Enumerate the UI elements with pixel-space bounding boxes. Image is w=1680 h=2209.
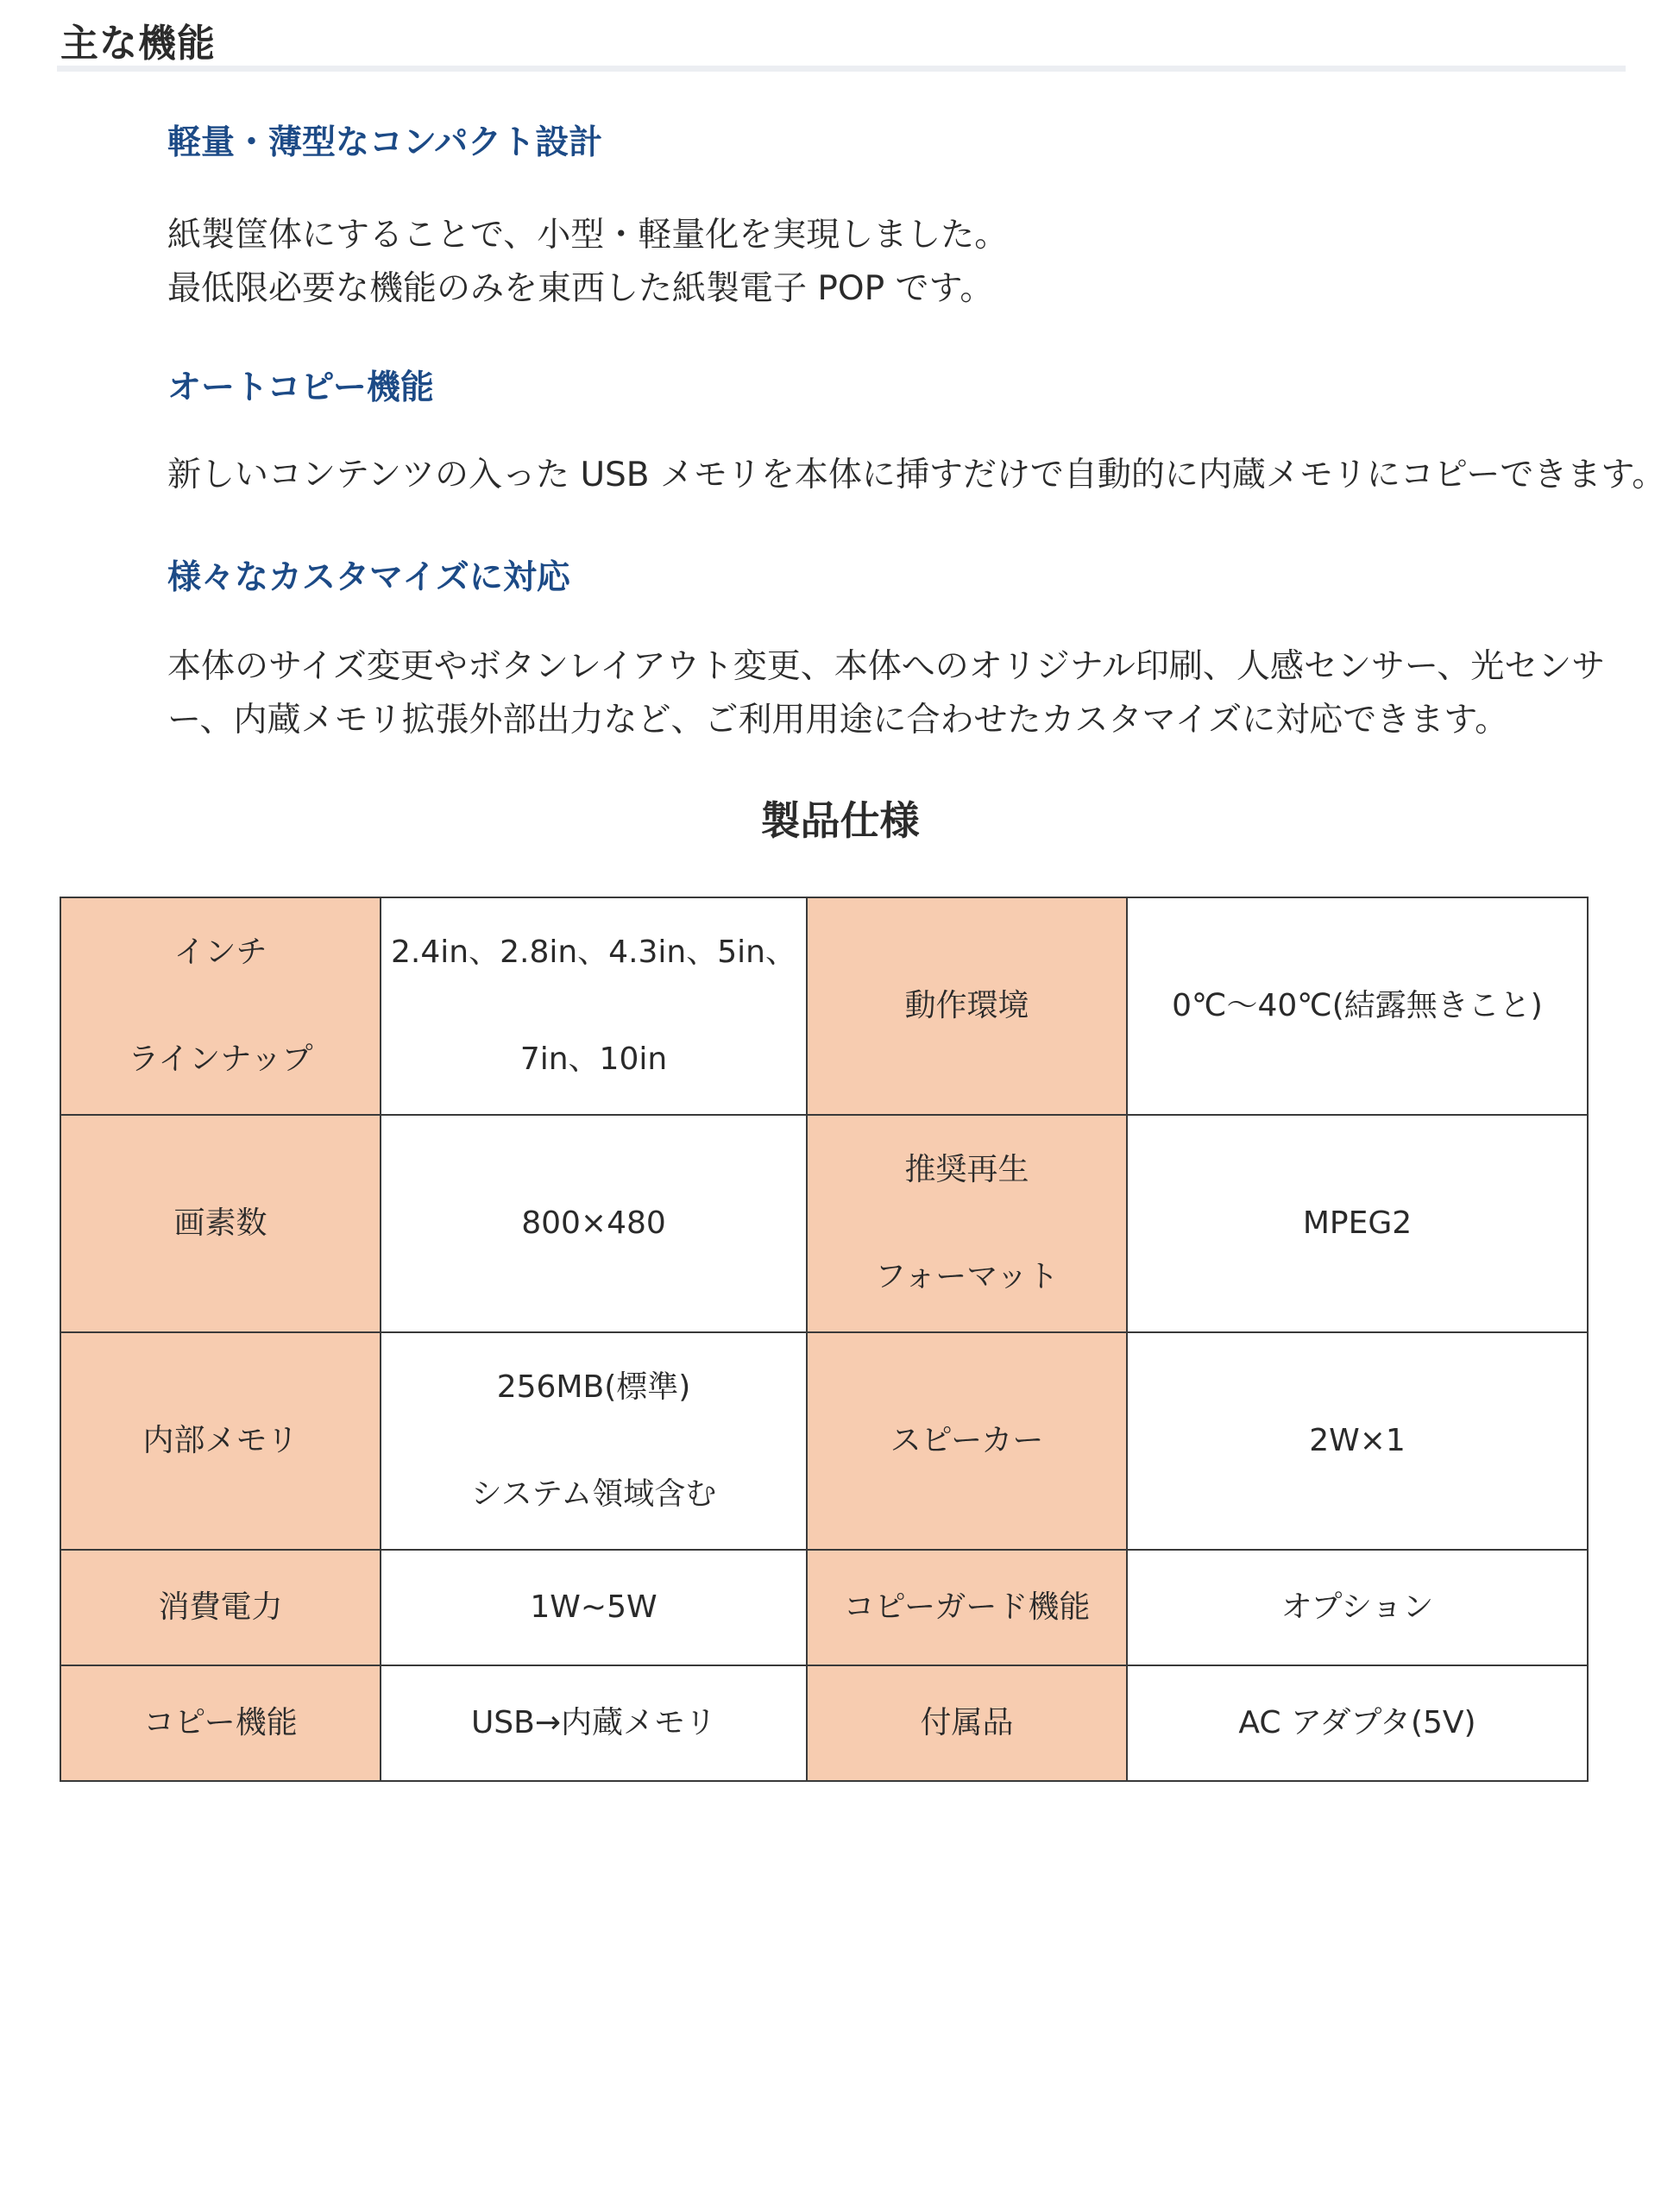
feature-body xyxy=(167,640,1605,747)
spec-label-cell xyxy=(60,1665,381,1781)
spec-label-cell xyxy=(807,1665,1127,1781)
line-gap xyxy=(816,1197,1117,1250)
spec-label-cell xyxy=(807,1115,1127,1332)
spec-table xyxy=(60,897,1589,1782)
feature-title: 軽量・薄型なコンパクト設計 xyxy=(167,123,603,162)
feature-title: オートコピー機能 xyxy=(167,368,434,407)
feature-line: 本体のサイズ変更やボタンレイアウト変更、本体へのオリジナル印刷、人感センサー、光センサ xyxy=(167,647,1606,686)
spec-value-cell xyxy=(1127,1550,1588,1665)
table-row xyxy=(60,897,1588,1115)
table-row xyxy=(60,1115,1588,1332)
feature-line: 紙製筐体にすることで、小型・軽量化を実現しました。 xyxy=(167,216,1009,255)
cell-text: フォーマット xyxy=(875,1259,1059,1294)
spec-value-cell xyxy=(381,1115,807,1332)
cell-text: オプション xyxy=(1280,1589,1434,1625)
feature-line: ー、内蔵メモリ拡張外部出力など、ご利用用途に合わせたカスタマイズに対応できます。 xyxy=(167,701,1509,739)
table-row xyxy=(60,1665,1588,1781)
feature-body xyxy=(167,209,1008,316)
spec-label-cell xyxy=(807,1332,1127,1550)
spec-value-cell xyxy=(1127,1665,1588,1781)
cell-text: 付属品 xyxy=(920,1705,1014,1740)
cell-text: 消費電力 xyxy=(158,1589,283,1625)
cell-text: 内部メモリ xyxy=(142,1423,299,1458)
cell-text: 2W×1 xyxy=(1309,1423,1406,1458)
cell-text: 1W~5W xyxy=(530,1589,658,1625)
spec-value-cell xyxy=(1127,1332,1588,1550)
cell-text: コピーガード機能 xyxy=(843,1589,1091,1625)
spec-title: 製品仕様 xyxy=(760,797,920,844)
cell-text: コピー機能 xyxy=(143,1705,298,1740)
spec-label-cell xyxy=(60,1550,381,1665)
spec-label-cell xyxy=(60,1332,381,1550)
spec-label-cell xyxy=(807,1550,1127,1665)
cell-text: USB→内蔵メモリ xyxy=(470,1705,717,1740)
cell-text: 7in、10in xyxy=(519,1042,668,1077)
cell-text: MPEG2 xyxy=(1302,1205,1413,1241)
spec-value-cell xyxy=(381,897,807,1115)
cell-text: ラインナップ xyxy=(128,1042,313,1077)
cell-text: 推奨再生 xyxy=(904,1152,1029,1187)
cell-text: システム領域含む xyxy=(470,1476,717,1512)
feature-line: 最低限必要な機能のみを東西した紙製電子 POP です。 xyxy=(167,269,994,308)
spec-value-cell xyxy=(381,1332,807,1550)
main-heading xyxy=(57,10,1626,72)
feature-line: 新しいコンテンツの入った USB メモリを本体に挿すだけで自動的に内蔵メモリにコピーできます。 xyxy=(167,456,1666,494)
spec-label-cell xyxy=(807,897,1127,1115)
line-gap xyxy=(390,1414,797,1468)
spec-label-cell xyxy=(60,897,381,1115)
cell-text: 0℃～40℃(結露無きこと) xyxy=(1172,988,1543,1023)
cell-text: 2.4in、2.8in、4.3in、5in、 xyxy=(391,935,796,970)
page-title: 主な機能 xyxy=(60,22,216,66)
cell-text: 画素数 xyxy=(173,1205,267,1241)
spec-label-cell xyxy=(60,1115,381,1332)
cell-text: 256MB(標準) xyxy=(496,1369,691,1405)
feature-body xyxy=(167,449,1665,502)
spec-value-cell xyxy=(381,1665,807,1781)
cell-text: インチ xyxy=(173,935,267,970)
cell-text: 動作環境 xyxy=(904,988,1029,1023)
feature-title: 様々なカスタマイズに対応 xyxy=(167,558,570,597)
cell-text: 800×480 xyxy=(521,1205,666,1241)
spec-value-cell xyxy=(1127,897,1588,1115)
cell-text: AC アダプタ(5V) xyxy=(1238,1705,1476,1740)
line-gap xyxy=(70,979,371,1033)
line-gap xyxy=(390,979,797,1033)
spec-value-cell xyxy=(1127,1115,1588,1332)
cell-text: スピーカー xyxy=(890,1423,1044,1458)
spec-value-cell xyxy=(381,1550,807,1665)
table-row xyxy=(60,1550,1588,1665)
table-row xyxy=(60,1332,1588,1550)
